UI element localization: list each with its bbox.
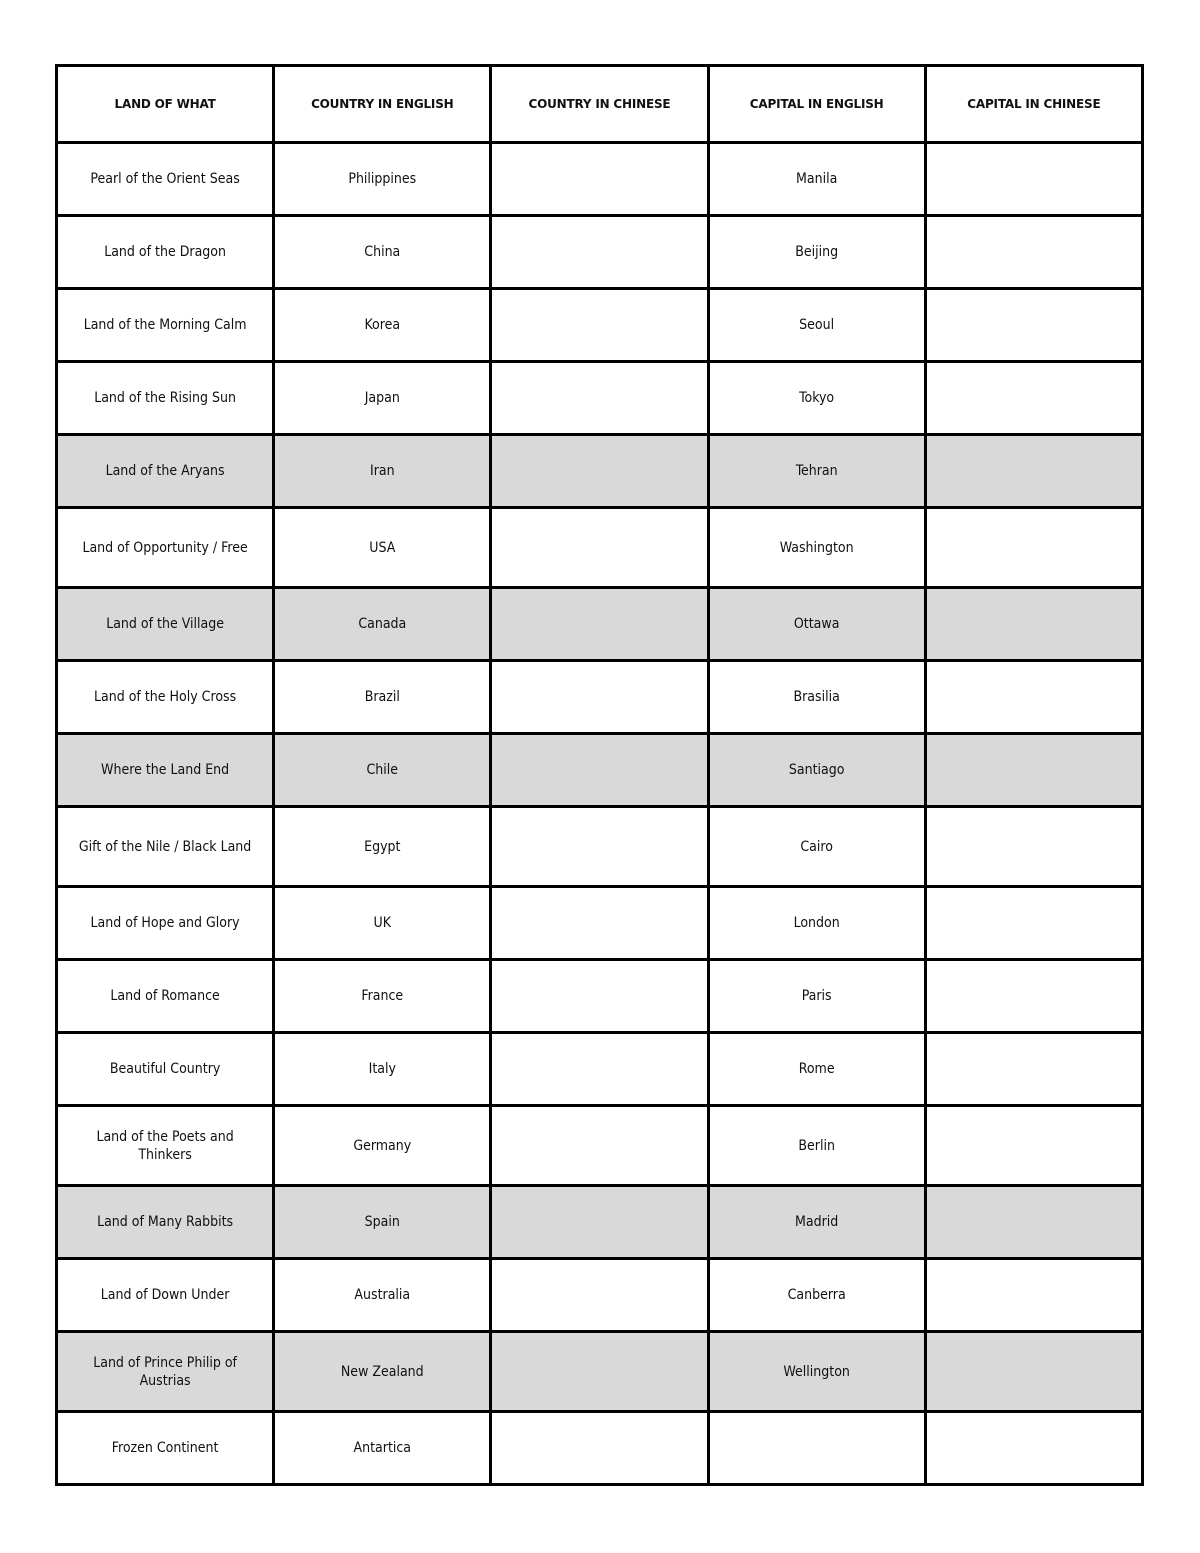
capital-chinese-cell[interactable]: [925, 588, 1142, 661]
capital-chinese-cell[interactable]: [925, 1412, 1142, 1485]
country-english-cell: Germany: [274, 1106, 491, 1186]
table-row: [57, 807, 1143, 887]
table-row: [57, 960, 1143, 1033]
country-english-cell: Iran: [274, 435, 491, 508]
land-of-what-cell: Land of the Rising Sun: [57, 362, 274, 435]
land-of-what-cell: Land of Hope and Glory: [57, 887, 274, 960]
table-row: [57, 588, 1143, 661]
country-english-cell: Japan: [274, 362, 491, 435]
capital-english-cell: Washington: [708, 508, 925, 588]
header-land-of-what: LAND OF WHAT: [57, 66, 274, 143]
country-english-cell: UK: [274, 887, 491, 960]
country-english-cell: New Zealand: [274, 1332, 491, 1412]
capital-english-cell: Canberra: [708, 1259, 925, 1332]
capital-chinese-cell[interactable]: [925, 887, 1142, 960]
capital-chinese-cell[interactable]: [925, 143, 1142, 216]
header-country-english: COUNTRY IN ENGLISH: [274, 66, 491, 143]
land-of-what-cell: Frozen Continent: [57, 1412, 274, 1485]
capital-chinese-cell[interactable]: [925, 734, 1142, 807]
table-row: [57, 508, 1143, 588]
table-row: [57, 362, 1143, 435]
country-chinese-cell[interactable]: [491, 1259, 708, 1332]
country-chinese-cell[interactable]: [491, 734, 708, 807]
country-chinese-cell[interactable]: [491, 289, 708, 362]
land-of-what-cell: Beautiful Country: [57, 1033, 274, 1106]
capital-english-cell: London: [708, 887, 925, 960]
country-chinese-cell[interactable]: [491, 216, 708, 289]
capital-chinese-cell[interactable]: [925, 508, 1142, 588]
land-of-what-cell: Land of Romance: [57, 960, 274, 1033]
country-chinese-cell[interactable]: [491, 960, 708, 1033]
capital-english-cell: Brasilia: [708, 661, 925, 734]
capital-chinese-cell[interactable]: [925, 661, 1142, 734]
country-english-cell: Spain: [274, 1186, 491, 1259]
capital-chinese-cell[interactable]: [925, 807, 1142, 887]
capital-english-cell: Beijing: [708, 216, 925, 289]
land-of-what-cell: Land of the Holy Cross: [57, 661, 274, 734]
land-of-what-cell: Land of Opportunity / Free: [57, 508, 274, 588]
table-row: [57, 1332, 1143, 1412]
country-english-cell: Antartica: [274, 1412, 491, 1485]
header-country-chinese: COUNTRY IN CHINESE: [491, 66, 708, 143]
country-english-cell: France: [274, 960, 491, 1033]
land-of-what-cell: Land of the Dragon: [57, 216, 274, 289]
capital-chinese-cell[interactable]: [925, 960, 1142, 1033]
header-capital-chinese: CAPITAL IN CHINESE: [925, 66, 1142, 143]
table-row: [57, 1106, 1143, 1186]
country-english-cell: China: [274, 216, 491, 289]
country-chinese-cell[interactable]: [491, 143, 708, 216]
capital-chinese-cell[interactable]: [925, 216, 1142, 289]
country-english-cell: Egypt: [274, 807, 491, 887]
table-row: [57, 216, 1143, 289]
capital-chinese-cell[interactable]: [925, 1332, 1142, 1412]
land-of-what-cell: Land of the Poets and Thinkers: [57, 1106, 274, 1186]
land-of-what-cell: Where the Land End: [57, 734, 274, 807]
capital-english-cell: Cairo: [708, 807, 925, 887]
country-english-cell: Canada: [274, 588, 491, 661]
land-of-what-cell: Land of the Aryans: [57, 435, 274, 508]
table-row: [57, 887, 1143, 960]
capital-english-cell: Madrid: [708, 1186, 925, 1259]
header-capital-english: CAPITAL IN ENGLISH: [708, 66, 925, 143]
country-chinese-cell[interactable]: [491, 435, 708, 508]
capital-chinese-cell[interactable]: [925, 362, 1142, 435]
country-english-cell: Brazil: [274, 661, 491, 734]
table-row: [57, 1033, 1143, 1106]
land-of-what-cell: Pearl of the Orient Seas: [57, 143, 274, 216]
capital-english-cell: Tehran: [708, 435, 925, 508]
country-english-cell: USA: [274, 508, 491, 588]
table-row: [57, 1412, 1143, 1485]
capital-chinese-cell[interactable]: [925, 435, 1142, 508]
country-chinese-cell[interactable]: [491, 1106, 708, 1186]
land-of-what-cell: Land of the Morning Calm: [57, 289, 274, 362]
table-row: [57, 289, 1143, 362]
country-chinese-cell[interactable]: [491, 807, 708, 887]
capital-english-cell: Rome: [708, 1033, 925, 1106]
country-english-cell: Philippines: [274, 143, 491, 216]
country-chinese-cell[interactable]: [491, 508, 708, 588]
country-chinese-cell[interactable]: [491, 661, 708, 734]
capital-chinese-cell[interactable]: [925, 1186, 1142, 1259]
land-of-what-cell: Land of Down Under: [57, 1259, 274, 1332]
country-chinese-cell[interactable]: [491, 362, 708, 435]
country-chinese-cell[interactable]: [491, 1332, 708, 1412]
capital-english-cell: Manila: [708, 143, 925, 216]
capital-english-cell: Paris: [708, 960, 925, 1033]
capital-chinese-cell[interactable]: [925, 1259, 1142, 1332]
capital-english-cell: Ottawa: [708, 588, 925, 661]
land-of-what-cell: Land of Prince Philip of Austrias: [57, 1332, 274, 1412]
country-english-cell: Korea: [274, 289, 491, 362]
country-capital-table: [55, 64, 1144, 1486]
capital-english-cell: Seoul: [708, 289, 925, 362]
capital-english-cell: Santiago: [708, 734, 925, 807]
land-of-what-cell: Gift of the Nile / Black Land: [57, 807, 274, 887]
country-chinese-cell[interactable]: [491, 588, 708, 661]
table-row: [57, 1259, 1143, 1332]
country-chinese-cell[interactable]: [491, 1412, 708, 1485]
table-row: [57, 734, 1143, 807]
country-english-cell: Chile: [274, 734, 491, 807]
country-chinese-cell[interactable]: [491, 1033, 708, 1106]
country-english-cell: Italy: [274, 1033, 491, 1106]
table-row: [57, 143, 1143, 216]
header-row: [57, 66, 1143, 143]
capital-english-cell: Berlin: [708, 1106, 925, 1186]
table-row: [57, 661, 1143, 734]
country-english-cell: Australia: [274, 1259, 491, 1332]
country-chinese-cell[interactable]: [491, 887, 708, 960]
table-row: [57, 1186, 1143, 1259]
capital-english-cell: Tokyo: [708, 362, 925, 435]
capital-english-cell: [708, 1412, 925, 1485]
capital-chinese-cell[interactable]: [925, 1106, 1142, 1186]
table-row: [57, 435, 1143, 508]
land-of-what-cell: Land of the Village: [57, 588, 274, 661]
capital-english-cell: Wellington: [708, 1332, 925, 1412]
capital-chinese-cell[interactable]: [925, 289, 1142, 362]
table-body: [57, 143, 1143, 1485]
country-chinese-cell[interactable]: [491, 1186, 708, 1259]
capital-chinese-cell[interactable]: [925, 1033, 1142, 1106]
land-of-what-cell: Land of Many Rabbits: [57, 1186, 274, 1259]
